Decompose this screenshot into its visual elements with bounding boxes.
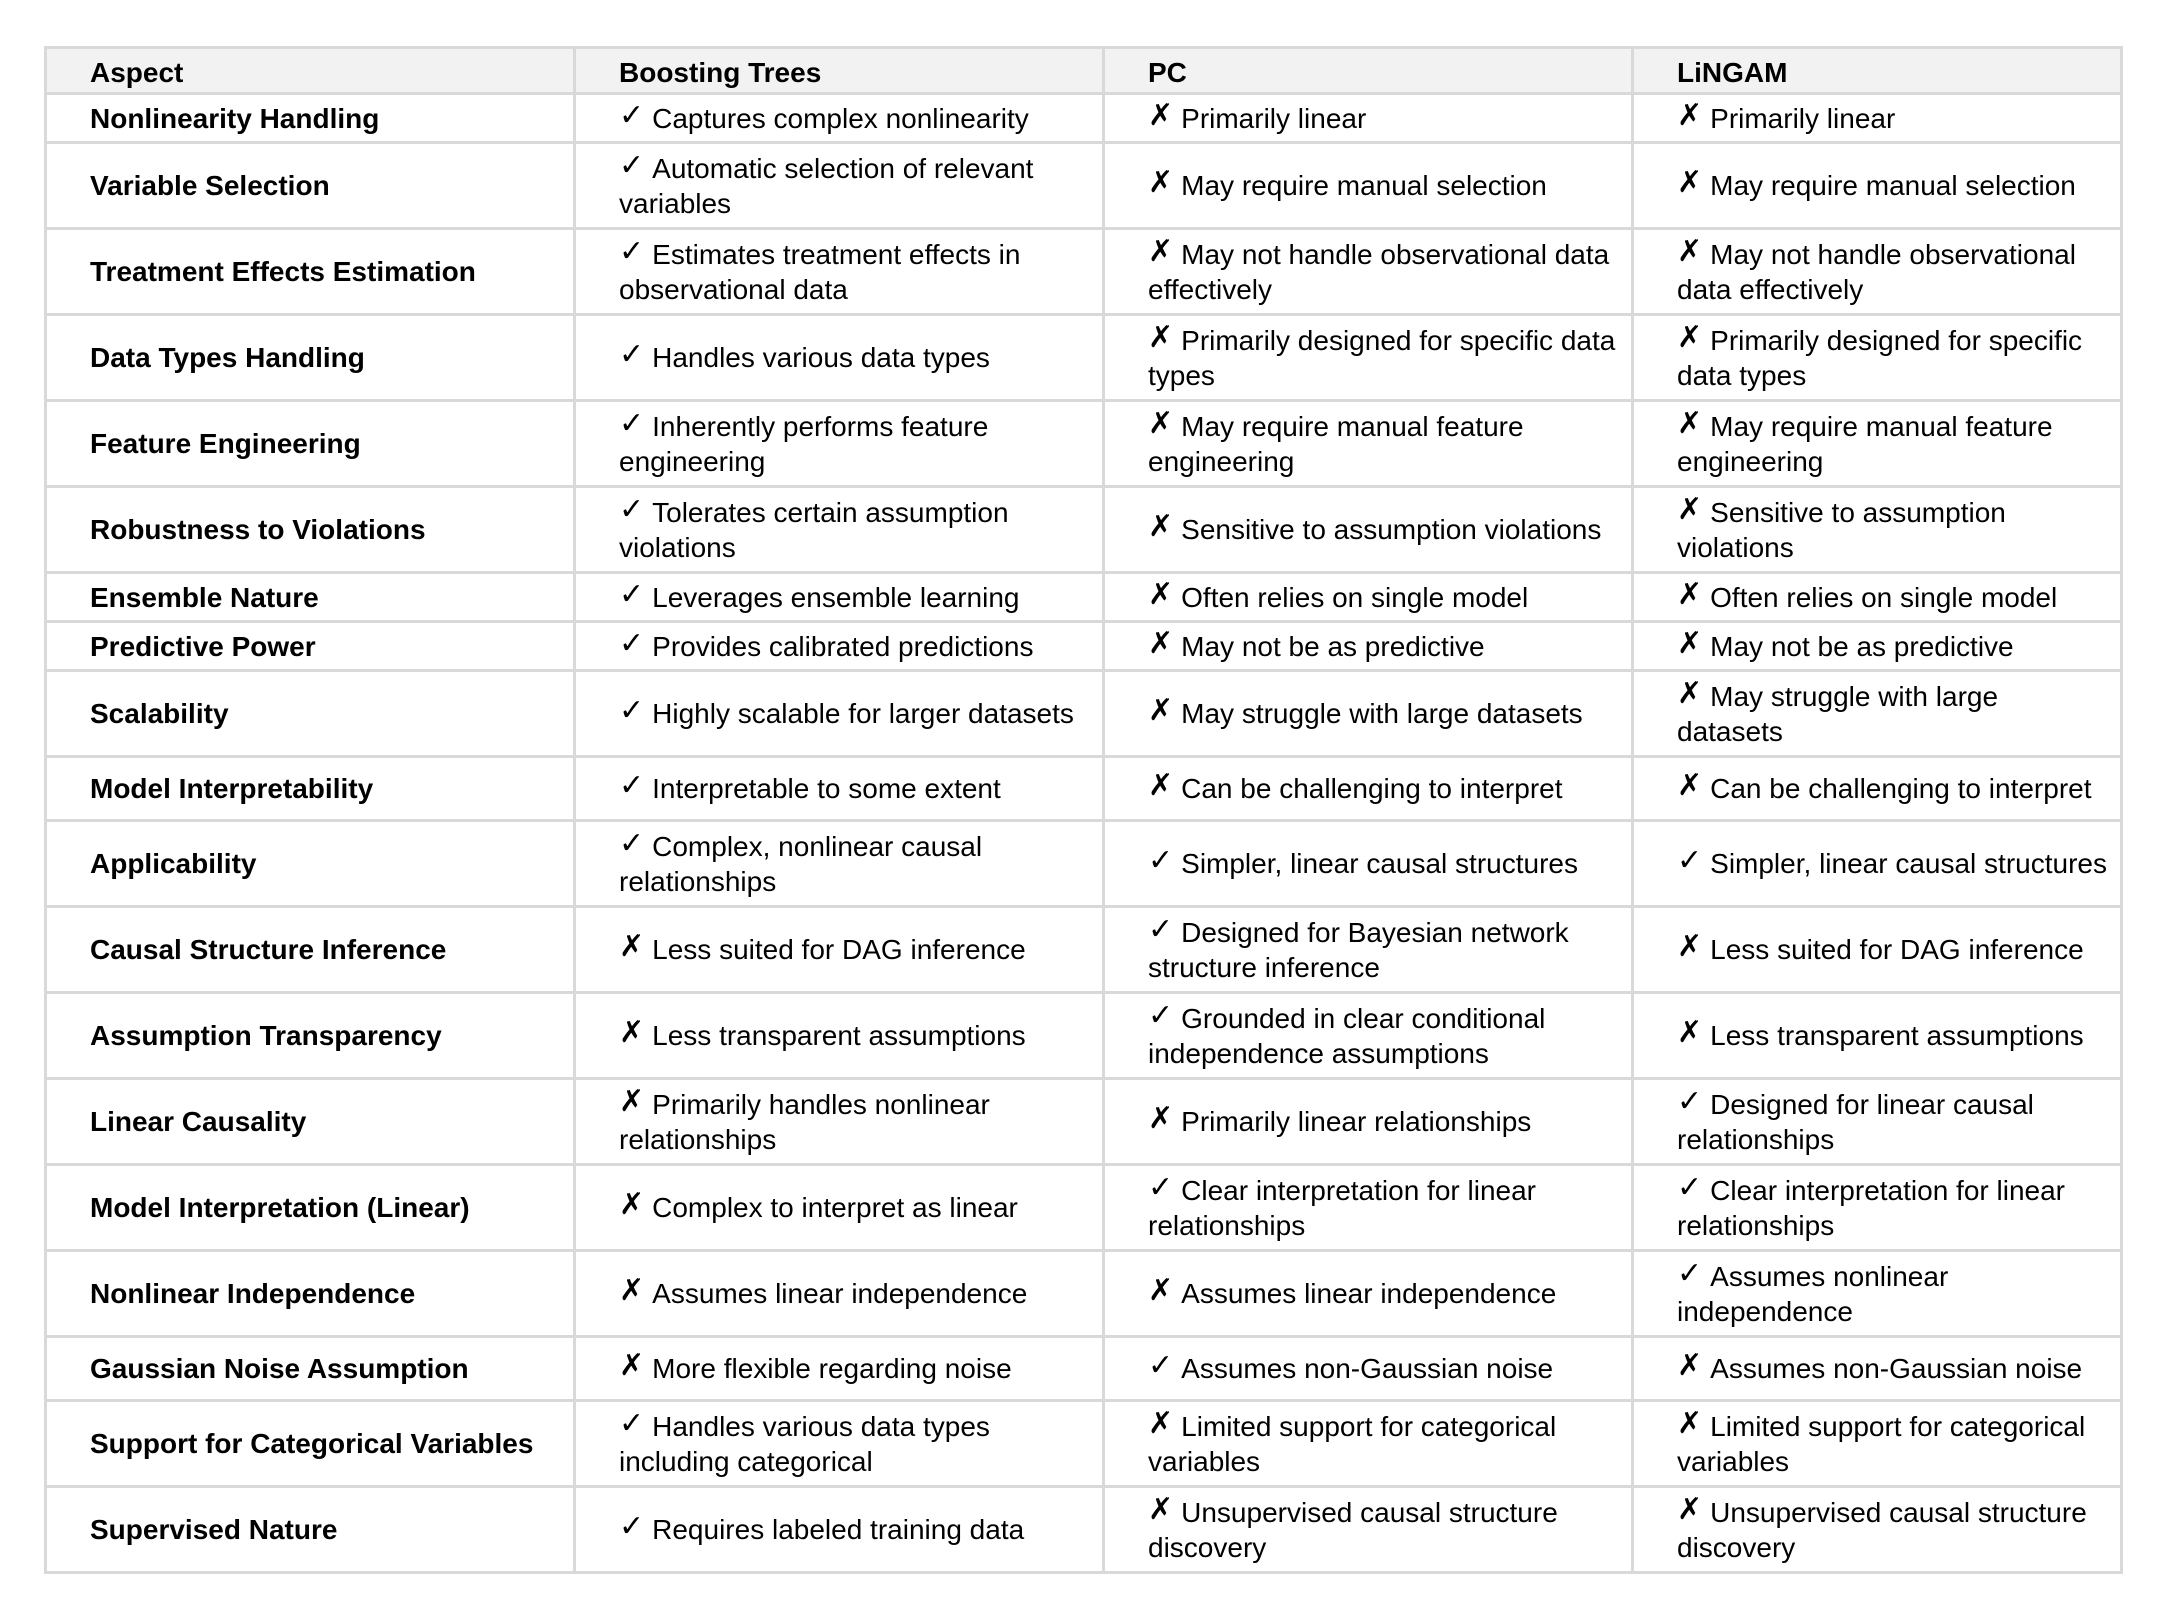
cell-text: Grounded in clear conditional independence assumptions bbox=[1148, 1002, 1546, 1069]
cell-boosting-trees bbox=[575, 1251, 1104, 1337]
table-row bbox=[46, 671, 2122, 757]
cross-mark-icon: ✗ bbox=[619, 929, 645, 964]
cell-lingam bbox=[1633, 1487, 2122, 1573]
cell-text: Requires labeled training data bbox=[652, 1514, 1025, 1545]
cell-boosting-trees bbox=[575, 1487, 1104, 1573]
cross-mark-icon: ✗ bbox=[619, 1273, 645, 1308]
cross-mark-icon: ✗ bbox=[1677, 319, 1703, 355]
comparison-table-container bbox=[44, 46, 2120, 1574]
cell-pc bbox=[1104, 1487, 1633, 1573]
check-mark-icon: ✓ bbox=[1148, 843, 1174, 878]
cell-text: Assumes non-Gaussian noise bbox=[1181, 1353, 1554, 1384]
cell-text: Can be challenging to interpret bbox=[1181, 773, 1563, 804]
cell-lingam bbox=[1633, 315, 2122, 401]
aspect-cell: Nonlinearity Handling bbox=[46, 94, 575, 143]
cell-lingam bbox=[1633, 1165, 2122, 1251]
cell-text: Sensitive to assumption violations bbox=[1181, 514, 1602, 545]
cell-boosting-trees bbox=[575, 622, 1104, 671]
table-row bbox=[46, 1079, 2122, 1165]
cross-mark-icon: ✗ bbox=[1677, 491, 1703, 527]
cell-text: Leverages ensemble learning bbox=[652, 581, 1020, 613]
cell-lingam bbox=[1633, 1251, 2122, 1337]
cell-boosting-trees bbox=[575, 487, 1104, 573]
aspect-cell: Model Interpretation (Linear) bbox=[46, 1165, 575, 1251]
cell-lingam bbox=[1633, 401, 2122, 487]
cell-text: Highly scalable for larger datasets bbox=[652, 698, 1074, 729]
check-mark-icon: ✓ bbox=[619, 337, 645, 372]
aspect-cell: Ensemble Nature bbox=[46, 573, 575, 622]
cell-text: Estimates treatment effects in observational data bbox=[619, 238, 1021, 305]
check-mark-icon: ✓ bbox=[1148, 997, 1174, 1033]
cell-text: Often relies on single model bbox=[1710, 581, 2058, 613]
cell-lingam bbox=[1633, 94, 2122, 143]
aspect-cell: Variable Selection bbox=[46, 143, 575, 229]
cell-text: Less suited for DAG inference bbox=[1710, 934, 2084, 965]
cell-text: Inherently performs feature engineering bbox=[619, 410, 989, 477]
check-mark-icon: ✓ bbox=[619, 1405, 645, 1441]
cell-text: Designed for linear causal relationships bbox=[1677, 1088, 2034, 1155]
cross-mark-icon: ✗ bbox=[1148, 1273, 1174, 1308]
cross-mark-icon: ✗ bbox=[1148, 1491, 1174, 1527]
cell-text: May not be as predictive bbox=[1710, 630, 2014, 662]
cell-boosting-trees bbox=[575, 907, 1104, 993]
table-row bbox=[46, 1251, 2122, 1337]
aspect-cell: Nonlinear Independence bbox=[46, 1251, 575, 1337]
cell-text: Often relies on single model bbox=[1181, 581, 1529, 613]
cross-mark-icon: ✗ bbox=[1677, 625, 1703, 661]
cell-text: Less suited for DAG inference bbox=[652, 934, 1026, 965]
cell-text: Captures complex nonlinearity bbox=[652, 102, 1029, 134]
aspect-cell: Feature Engineering bbox=[46, 401, 575, 487]
aspect-cell: Applicability bbox=[46, 821, 575, 907]
cell-pc bbox=[1104, 573, 1633, 622]
table-row bbox=[46, 1487, 2122, 1573]
cell-text: Complex to interpret as linear bbox=[652, 1192, 1018, 1223]
cell-text: Simpler, linear causal structures bbox=[1181, 848, 1578, 879]
cell-lingam bbox=[1633, 622, 2122, 671]
cross-mark-icon: ✗ bbox=[1148, 509, 1174, 544]
cell-boosting-trees bbox=[575, 993, 1104, 1079]
check-mark-icon: ✓ bbox=[619, 1509, 645, 1544]
check-mark-icon: ✓ bbox=[619, 147, 645, 183]
cell-text: Complex, nonlinear causal relationships bbox=[619, 830, 983, 897]
cell-pc bbox=[1104, 757, 1633, 821]
table-row bbox=[46, 1401, 2122, 1487]
cross-mark-icon: ✗ bbox=[1677, 675, 1703, 711]
cell-text: Handles various data types bbox=[652, 342, 990, 373]
table-row bbox=[46, 573, 2122, 622]
cell-boosting-trees bbox=[575, 757, 1104, 821]
cell-pc bbox=[1104, 1079, 1633, 1165]
cell-text: Interpretable to some extent bbox=[652, 773, 1001, 804]
cell-text: Assumes linear independence bbox=[652, 1278, 1028, 1309]
cell-text: Primarily linear bbox=[1710, 102, 1896, 134]
cell-boosting-trees bbox=[575, 94, 1104, 143]
cell-lingam bbox=[1633, 757, 2122, 821]
header-boosting-trees: Boosting Trees bbox=[575, 48, 1104, 94]
check-mark-icon: ✓ bbox=[619, 768, 645, 803]
table-row bbox=[46, 315, 2122, 401]
cell-boosting-trees bbox=[575, 401, 1104, 487]
check-mark-icon: ✓ bbox=[1148, 1348, 1174, 1383]
cell-pc bbox=[1104, 1165, 1633, 1251]
check-mark-icon: ✓ bbox=[1148, 911, 1174, 947]
cross-mark-icon: ✗ bbox=[1148, 693, 1174, 728]
cell-text: Clear interpretation for linear relationships bbox=[1677, 1174, 2065, 1241]
cross-mark-icon: ✗ bbox=[1148, 165, 1174, 200]
cell-boosting-trees bbox=[575, 1165, 1104, 1251]
table-row bbox=[46, 487, 2122, 573]
aspect-cell: Predictive Power bbox=[46, 622, 575, 671]
cross-mark-icon: ✗ bbox=[1677, 233, 1703, 269]
cell-text: May require manual selection bbox=[1181, 170, 1547, 201]
table-row bbox=[46, 1337, 2122, 1401]
cell-text: May struggle with large datasets bbox=[1677, 680, 1999, 747]
header-pc: PC bbox=[1104, 48, 1633, 94]
check-mark-icon: ✓ bbox=[619, 825, 645, 861]
cell-text: Simpler, linear causal structures bbox=[1710, 848, 2107, 879]
cross-mark-icon: ✗ bbox=[1677, 576, 1703, 612]
check-mark-icon: ✓ bbox=[1677, 1083, 1703, 1119]
cell-pc bbox=[1104, 229, 1633, 315]
cell-text: Limited support for categorical variables bbox=[1677, 1410, 2086, 1477]
cell-boosting-trees bbox=[575, 1401, 1104, 1487]
cross-mark-icon: ✗ bbox=[1677, 405, 1703, 441]
cross-mark-icon: ✗ bbox=[1677, 165, 1703, 200]
check-mark-icon: ✓ bbox=[619, 491, 645, 527]
cell-pc bbox=[1104, 1251, 1633, 1337]
cross-mark-icon: ✗ bbox=[1677, 1491, 1703, 1527]
cell-pc bbox=[1104, 671, 1633, 757]
aspect-cell: Data Types Handling bbox=[46, 315, 575, 401]
check-mark-icon: ✓ bbox=[1677, 1169, 1703, 1205]
cell-text: Designed for Bayesian network structure inference bbox=[1148, 916, 1569, 983]
cell-boosting-trees bbox=[575, 573, 1104, 622]
cell-text: Limited support for categorical variables bbox=[1148, 1410, 1557, 1477]
table-row bbox=[46, 757, 2122, 821]
table-row bbox=[46, 821, 2122, 907]
header-lingam: LiNGAM bbox=[1633, 48, 2122, 94]
cross-mark-icon: ✗ bbox=[1677, 1348, 1703, 1383]
aspect-cell: Support for Categorical Variables bbox=[46, 1401, 575, 1487]
cell-text: Handles various data types including categorical bbox=[619, 1410, 990, 1477]
cell-text: Clear interpretation for linear relationships bbox=[1148, 1174, 1536, 1241]
table-row bbox=[46, 907, 2122, 993]
cross-mark-icon: ✗ bbox=[1148, 768, 1174, 803]
cross-mark-icon: ✗ bbox=[1148, 233, 1174, 269]
cross-mark-icon: ✗ bbox=[1148, 97, 1174, 133]
cell-text: Provides calibrated predictions bbox=[652, 630, 1034, 662]
cross-mark-icon: ✗ bbox=[619, 1015, 645, 1050]
cell-text: May require manual selection bbox=[1710, 170, 2076, 201]
check-mark-icon: ✓ bbox=[619, 693, 645, 728]
cell-pc bbox=[1104, 622, 1633, 671]
cell-text: Primarily designed for specific data types bbox=[1677, 324, 2083, 391]
cell-lingam bbox=[1633, 907, 2122, 993]
cell-lingam bbox=[1633, 487, 2122, 573]
cell-text: Can be challenging to interpret bbox=[1710, 773, 2092, 804]
cell-pc bbox=[1104, 821, 1633, 907]
aspect-cell: Assumption Transparency bbox=[46, 993, 575, 1079]
cell-text: Assumes non-Gaussian noise bbox=[1710, 1353, 2083, 1384]
cell-text: Automatic selection of relevant variables bbox=[619, 152, 1034, 219]
cell-lingam bbox=[1633, 821, 2122, 907]
cell-text: Unsupervised causal structure discovery bbox=[1148, 1496, 1558, 1563]
aspect-cell: Linear Causality bbox=[46, 1079, 575, 1165]
cell-lingam bbox=[1633, 1079, 2122, 1165]
cell-text: Unsupervised causal structure discovery bbox=[1677, 1496, 2087, 1563]
cross-mark-icon: ✗ bbox=[1677, 1405, 1703, 1441]
table-row bbox=[46, 622, 2122, 671]
check-mark-icon: ✓ bbox=[619, 233, 645, 269]
cell-lingam bbox=[1633, 671, 2122, 757]
table-row bbox=[46, 229, 2122, 315]
cell-text: May not be as predictive bbox=[1181, 630, 1485, 662]
cross-mark-icon: ✗ bbox=[619, 1187, 645, 1222]
cross-mark-icon: ✗ bbox=[1148, 1101, 1174, 1136]
cell-text: Primarily linear bbox=[1181, 102, 1367, 134]
check-mark-icon: ✓ bbox=[619, 576, 645, 612]
cross-mark-icon: ✗ bbox=[1677, 768, 1703, 803]
cell-lingam bbox=[1633, 1401, 2122, 1487]
cross-mark-icon: ✗ bbox=[619, 1083, 645, 1119]
aspect-cell: Robustness to Violations bbox=[46, 487, 575, 573]
aspect-cell: Supervised Nature bbox=[46, 1487, 575, 1573]
cell-pc bbox=[1104, 143, 1633, 229]
cell-lingam bbox=[1633, 573, 2122, 622]
cross-mark-icon: ✗ bbox=[1148, 576, 1174, 612]
cell-lingam bbox=[1633, 229, 2122, 315]
cell-boosting-trees bbox=[575, 1079, 1104, 1165]
cell-boosting-trees bbox=[575, 315, 1104, 401]
cross-mark-icon: ✗ bbox=[1148, 1405, 1174, 1441]
cross-mark-icon: ✗ bbox=[1148, 319, 1174, 355]
aspect-cell: Model Interpretability bbox=[46, 757, 575, 821]
table-row bbox=[46, 401, 2122, 487]
check-mark-icon: ✓ bbox=[619, 405, 645, 441]
table-row bbox=[46, 1165, 2122, 1251]
cell-lingam bbox=[1633, 1337, 2122, 1401]
table-header-row bbox=[46, 48, 2122, 94]
cross-mark-icon: ✗ bbox=[1677, 929, 1703, 964]
cell-text: May struggle with large datasets bbox=[1181, 698, 1583, 729]
cell-boosting-trees bbox=[575, 821, 1104, 907]
check-mark-icon: ✓ bbox=[1677, 1255, 1703, 1291]
cross-mark-icon: ✗ bbox=[1677, 1015, 1703, 1050]
cell-text: More flexible regarding noise bbox=[652, 1353, 1012, 1384]
cell-pc bbox=[1104, 907, 1633, 993]
check-mark-icon: ✓ bbox=[1148, 1169, 1174, 1205]
cell-lingam bbox=[1633, 993, 2122, 1079]
cross-mark-icon: ✗ bbox=[1148, 625, 1174, 661]
cell-lingam bbox=[1633, 143, 2122, 229]
cell-pc bbox=[1104, 94, 1633, 143]
cell-text: May require manual feature engineering bbox=[1677, 410, 2053, 477]
cross-mark-icon: ✗ bbox=[619, 1348, 645, 1383]
cell-text: Assumes linear independence bbox=[1181, 1278, 1557, 1309]
comparison-table bbox=[44, 46, 2123, 1574]
cell-text: Primarily handles nonlinear relationships bbox=[619, 1088, 990, 1155]
cell-pc bbox=[1104, 1337, 1633, 1401]
cell-pc bbox=[1104, 993, 1633, 1079]
cell-pc bbox=[1104, 401, 1633, 487]
aspect-cell: Scalability bbox=[46, 671, 575, 757]
aspect-cell: Gaussian Noise Assumption bbox=[46, 1337, 575, 1401]
cross-mark-icon: ✗ bbox=[1677, 97, 1703, 133]
table-row bbox=[46, 143, 2122, 229]
cell-pc bbox=[1104, 315, 1633, 401]
cell-pc bbox=[1104, 1401, 1633, 1487]
cell-text: Less transparent assumptions bbox=[652, 1020, 1026, 1051]
cell-text: May require manual feature engineering bbox=[1148, 410, 1524, 477]
cell-text: Assumes nonlinear independence bbox=[1677, 1260, 1949, 1327]
table-body bbox=[46, 94, 2122, 1573]
cell-text: May not handle observational data effectively bbox=[1677, 238, 2076, 305]
table-row bbox=[46, 94, 2122, 143]
cell-boosting-trees bbox=[575, 143, 1104, 229]
aspect-cell: Treatment Effects Estimation bbox=[46, 229, 575, 315]
cell-text: Sensitive to assumption violations bbox=[1677, 496, 2006, 563]
header-aspect: Aspect bbox=[46, 48, 575, 94]
check-mark-icon: ✓ bbox=[1677, 843, 1703, 878]
table-row bbox=[46, 993, 2122, 1079]
cell-text: Primarily linear relationships bbox=[1181, 1106, 1532, 1137]
cell-text: Less transparent assumptions bbox=[1710, 1020, 2084, 1051]
check-mark-icon: ✓ bbox=[619, 625, 645, 661]
cell-text: May not handle observational data effectively bbox=[1148, 238, 1610, 305]
cell-text: Tolerates certain assumption violations bbox=[619, 496, 1009, 563]
cell-boosting-trees bbox=[575, 229, 1104, 315]
check-mark-icon: ✓ bbox=[619, 97, 645, 133]
cell-boosting-trees bbox=[575, 671, 1104, 757]
aspect-cell: Causal Structure Inference bbox=[46, 907, 575, 993]
cross-mark-icon: ✗ bbox=[1148, 405, 1174, 441]
cell-boosting-trees bbox=[575, 1337, 1104, 1401]
cell-pc bbox=[1104, 487, 1633, 573]
cell-text: Primarily designed for specific data types bbox=[1148, 324, 1616, 391]
